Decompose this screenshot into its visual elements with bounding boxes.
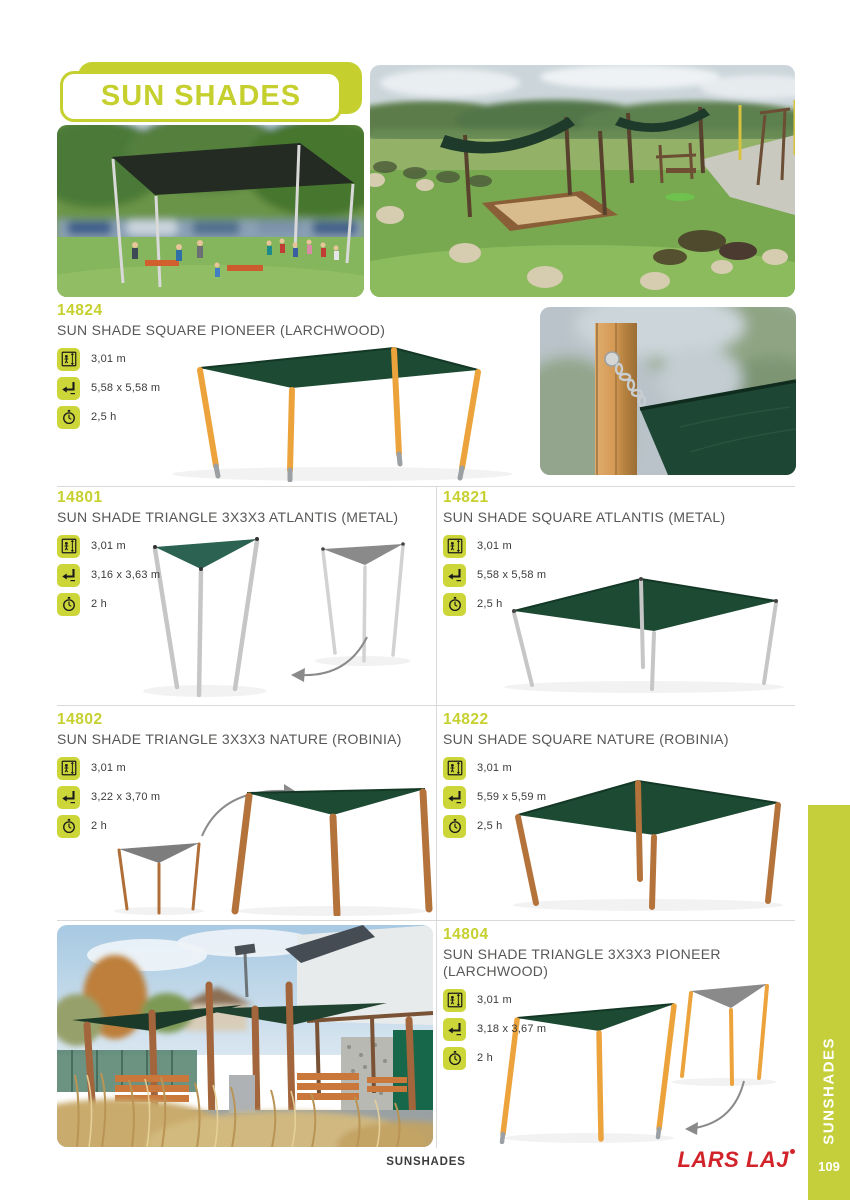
height-value: 3,01 m (477, 762, 512, 775)
product-section-14822 (443, 711, 795, 916)
product-name: SUN SHADE SQUARE ATLANTIS (METAL) (443, 509, 726, 526)
spec-area (443, 1018, 583, 1041)
spec-time (443, 1047, 583, 1070)
time-value: 2 h (477, 1052, 493, 1065)
product-name: SUN SHADE SQUARE PIONEER (LARCHWOOD) (57, 322, 386, 339)
render-illustration-14824 (142, 328, 547, 482)
time-value: 2,5 h (477, 820, 503, 833)
area-value: 5,58 x 5,58 m (477, 569, 547, 582)
area-icon (57, 564, 80, 587)
product-section-14801 (57, 489, 432, 701)
divider (57, 486, 795, 487)
divider (436, 486, 437, 1148)
spec-height (57, 348, 197, 371)
assembly-time-icon (57, 815, 80, 838)
area-icon (443, 1018, 466, 1041)
product-name: SUN SHADE SQUARE NATURE (ROBINIA) (443, 731, 729, 748)
spec-area (443, 786, 583, 809)
assembly-time-icon (57, 593, 80, 616)
height-value: 3,01 m (477, 540, 512, 553)
product-section-14804 (443, 926, 795, 1144)
spec-area (57, 377, 197, 400)
product-code: 14804 (443, 926, 489, 943)
brand-dot (790, 1149, 795, 1154)
page-number: 109 (818, 1159, 840, 1174)
photo-post-chain-closeup (540, 307, 796, 475)
spec-height (443, 535, 583, 558)
area-icon (57, 377, 80, 400)
spec-area (443, 564, 583, 587)
product-section-14824 (57, 302, 797, 484)
side-tab-label: SUNSHADES (820, 1037, 838, 1145)
spec-time (57, 593, 197, 616)
time-value: 2 h (91, 598, 107, 611)
area-icon (57, 786, 80, 809)
title-frame (60, 71, 342, 122)
time-value: 2,5 h (477, 598, 503, 611)
height-value: 3,01 m (91, 540, 126, 553)
area-icon (443, 564, 466, 587)
area-value: 3,16 x 3,63 m (91, 569, 161, 582)
product-section-14821 (443, 489, 795, 701)
spec-area (57, 564, 197, 587)
product-specs (57, 757, 197, 838)
height-value: 3,01 m (91, 762, 126, 775)
brand-logo (620, 1147, 795, 1173)
area-value: 5,58 x 5,58 m (91, 382, 161, 395)
spec-area (57, 786, 197, 809)
area-value: 5,59 x 5,59 m (477, 791, 547, 804)
product-code: 14821 (443, 489, 489, 506)
assembly-time-icon (443, 593, 466, 616)
page-title-box (60, 62, 362, 126)
spec-time (443, 815, 583, 838)
footer-section-label: SUNSHADES (386, 1156, 466, 1168)
product-specs (57, 348, 197, 429)
product-name: SUN SHADE TRIANGLE 3X3X3 NATURE (ROBINIA) (57, 731, 402, 748)
height-value: 3,01 m (91, 353, 126, 366)
photo-courtyard-sunshades (57, 925, 433, 1147)
product-section-14802 (57, 711, 432, 916)
area-value: 3,18 x 3,67 m (477, 1023, 547, 1036)
height-icon (443, 535, 466, 558)
product-code: 14801 (57, 489, 103, 506)
product-code: 14822 (443, 711, 489, 728)
product-specs (443, 989, 583, 1070)
product-specs (57, 535, 197, 616)
height-icon (57, 348, 80, 371)
assembly-time-icon (57, 406, 80, 429)
time-value: 2,5 h (91, 411, 117, 424)
spec-height (57, 535, 197, 558)
area-icon (443, 786, 466, 809)
height-value: 3,01 m (477, 994, 512, 1007)
spec-height (57, 757, 197, 780)
product-name: SUN SHADE TRIANGLE 3X3X3 ATLANTIS (METAL) (57, 509, 399, 526)
product-specs (443, 535, 583, 616)
brand-text: LARS LAJ (677, 1147, 789, 1172)
assembly-time-icon (443, 815, 466, 838)
spec-height (443, 989, 583, 1012)
section-side-tab (808, 805, 850, 1200)
height-icon (443, 757, 466, 780)
assembly-time-icon (443, 1047, 466, 1070)
spec-height (443, 757, 583, 780)
product-name: SUN SHADE TRIANGLE 3X3X3 PIONEER (LARCHWOOD) (443, 946, 721, 979)
photo-field-playground (370, 65, 795, 297)
divider (57, 705, 795, 706)
product-specs (443, 757, 583, 838)
time-value: 2 h (91, 820, 107, 833)
product-code: 14802 (57, 711, 103, 728)
height-icon (57, 535, 80, 558)
divider (57, 920, 795, 921)
height-icon (443, 989, 466, 1012)
photo-playground-children (57, 125, 364, 297)
height-icon (57, 757, 80, 780)
spec-time (57, 406, 197, 429)
area-value: 3,22 x 3,70 m (91, 791, 161, 804)
product-code: 14824 (57, 302, 103, 319)
spec-time (443, 593, 583, 616)
spec-time (57, 815, 197, 838)
page-title: SUN SHADES (100, 80, 302, 112)
